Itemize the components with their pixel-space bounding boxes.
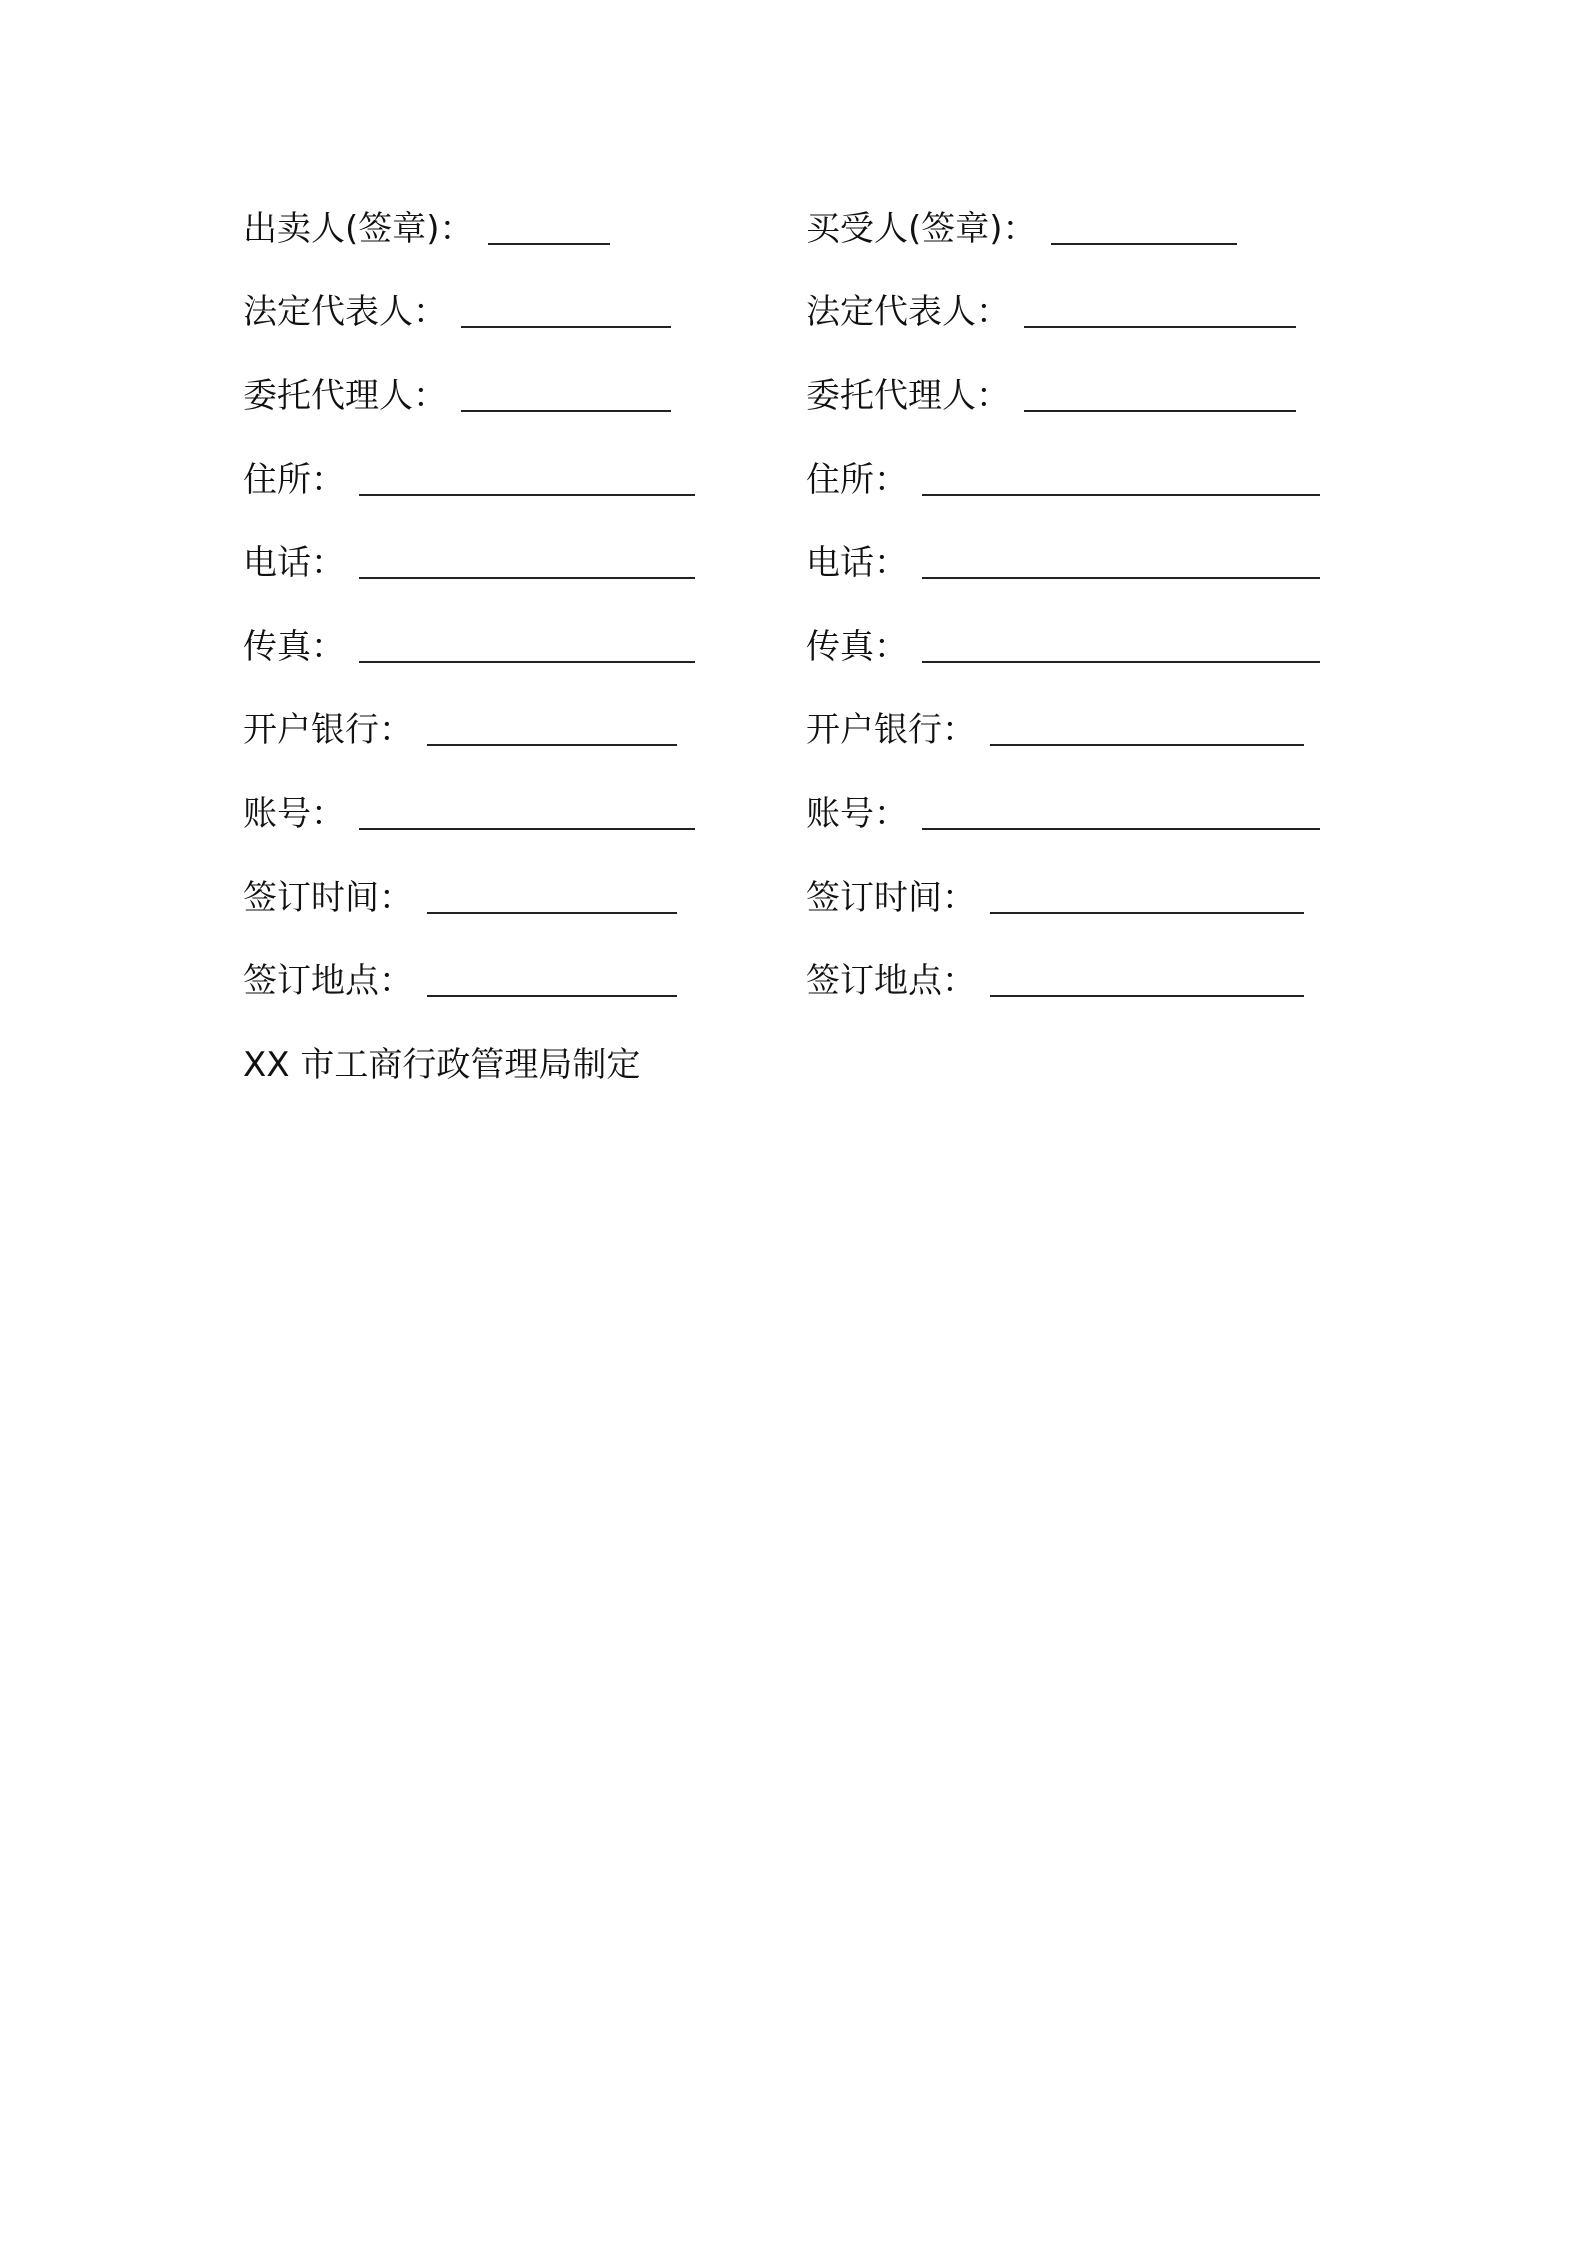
seller-account-field xyxy=(243,792,695,836)
buyer-legal-rep-label: 法定代表人： xyxy=(806,292,1010,332)
buyer-sign-date-field xyxy=(806,876,1304,920)
seller-sign-date-blank[interactable] xyxy=(427,912,677,914)
seller-address-field xyxy=(243,458,695,502)
buyer-phone-field xyxy=(806,541,1320,585)
buyer-sign-place-blank[interactable] xyxy=(990,995,1304,997)
seller-account-label: 账号： xyxy=(243,794,345,834)
seller-sign-place-blank[interactable] xyxy=(427,995,677,997)
buyer-fax-field xyxy=(806,625,1320,669)
buyer-phone-label: 电话： xyxy=(806,543,908,583)
buyer-signature-blank[interactable] xyxy=(1051,243,1237,245)
seller-signature-label: 出卖人(签章)： xyxy=(243,209,474,249)
buyer-fax-blank[interactable] xyxy=(922,661,1320,663)
buyer-agent-field xyxy=(806,374,1296,418)
buyer-signature-field xyxy=(806,207,1237,251)
seller-agent-label: 委托代理人： xyxy=(243,376,447,416)
buyer-account-label: 账号： xyxy=(806,794,908,834)
seller-sign-date-field xyxy=(243,876,677,920)
buyer-signature-label: 买受人(签章)： xyxy=(806,209,1037,249)
buyer-address-field xyxy=(806,458,1320,502)
seller-legal-rep-blank[interactable] xyxy=(461,326,671,328)
seller-legal-rep-label: 法定代表人： xyxy=(243,292,447,332)
buyer-account-blank[interactable] xyxy=(922,828,1320,830)
buyer-address-blank[interactable] xyxy=(922,494,1320,496)
buyer-fax-label: 传真： xyxy=(806,627,908,667)
seller-address-label: 住所： xyxy=(243,460,345,500)
buyer-legal-rep-blank[interactable] xyxy=(1024,326,1296,328)
buyer-address-label: 住所： xyxy=(806,460,908,500)
seller-agent-field xyxy=(243,374,671,418)
seller-agent-blank[interactable] xyxy=(461,410,671,412)
seller-bank-field xyxy=(243,708,677,752)
buyer-bank-blank[interactable] xyxy=(990,744,1304,746)
buyer-legal-rep-field xyxy=(806,290,1296,334)
seller-phone-field xyxy=(243,541,695,585)
seller-phone-label: 电话： xyxy=(243,543,345,583)
seller-signature-blank[interactable] xyxy=(488,243,610,245)
seller-sign-date-label: 签订时间： xyxy=(243,878,413,918)
seller-fax-blank[interactable] xyxy=(359,661,695,663)
buyer-account-field xyxy=(806,792,1320,836)
seller-sign-place-label: 签订地点： xyxy=(243,961,413,1001)
buyer-bank-field xyxy=(806,708,1304,752)
seller-sign-place-field xyxy=(243,959,677,1003)
buyer-sign-place-field xyxy=(806,959,1304,1003)
buyer-sign-date-blank[interactable] xyxy=(990,912,1304,914)
seller-bank-label: 开户银行： xyxy=(243,710,413,750)
buyer-phone-blank[interactable] xyxy=(922,577,1320,579)
buyer-sign-place-label: 签订地点： xyxy=(806,961,976,1001)
buyer-bank-label: 开户银行： xyxy=(806,710,976,750)
seller-address-blank[interactable] xyxy=(359,494,695,496)
buyer-agent-label: 委托代理人： xyxy=(806,376,1010,416)
seller-phone-blank[interactable] xyxy=(359,577,695,579)
seller-legal-rep-field xyxy=(243,290,671,334)
buyer-agent-blank[interactable] xyxy=(1024,410,1296,412)
seller-account-blank[interactable] xyxy=(359,828,695,830)
seller-signature-field xyxy=(243,207,610,251)
seller-bank-blank[interactable] xyxy=(427,744,677,746)
seller-fax-label: 传真： xyxy=(243,627,345,667)
seller-fax-field xyxy=(243,625,695,669)
buyer-sign-date-label: 签订时间： xyxy=(806,878,976,918)
issuer-note: XX 市工商行政管理局制定 xyxy=(243,1045,641,1085)
